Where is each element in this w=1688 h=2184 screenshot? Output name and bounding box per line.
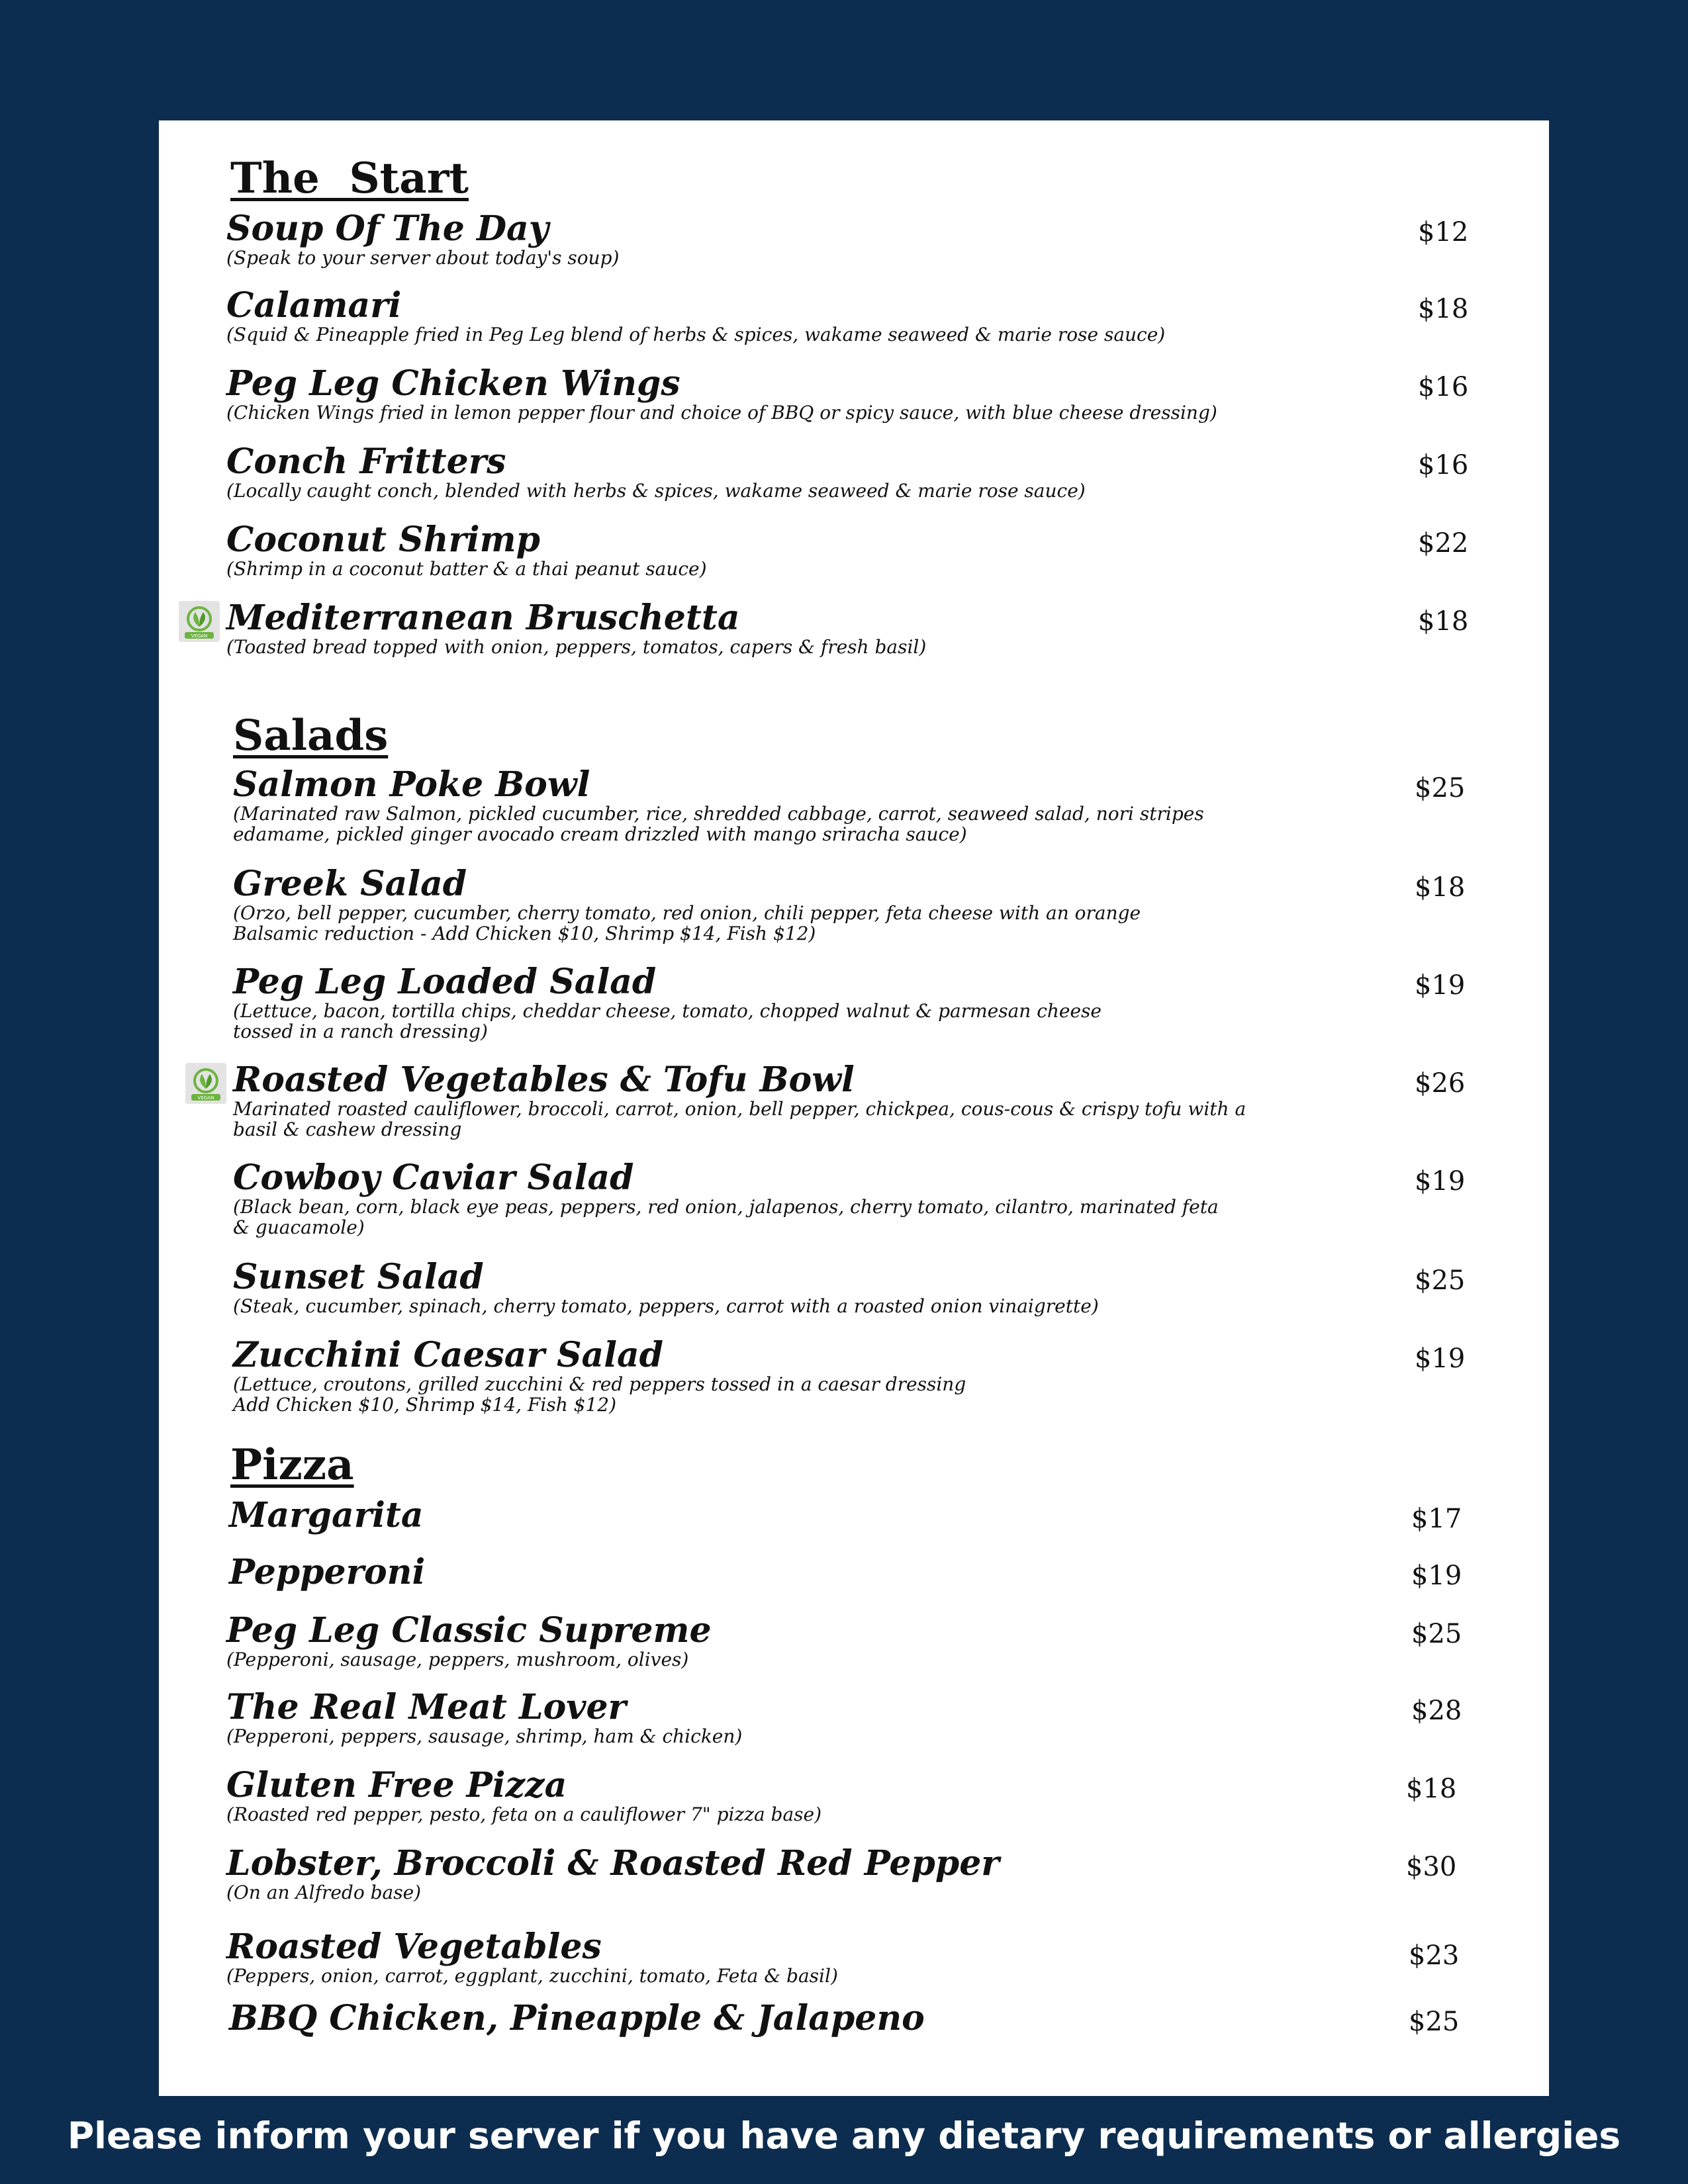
item-price: $17 (1411, 1504, 1462, 1534)
item-price: $12 (1418, 217, 1469, 248)
item-name: Mediterranean Bruschetta (226, 598, 740, 638)
menu-item (226, 1843, 1517, 1903)
item-name: Peg Leg Chicken Wings (226, 363, 680, 404)
menu-item (226, 363, 1517, 424)
item-name: The Real Meat Lover (226, 1687, 626, 1727)
item-name: Roasted Vegetables & Tofu Bowl (233, 1060, 855, 1100)
menu-item (226, 1687, 1517, 1747)
item-price: $23 (1409, 1940, 1460, 1971)
section-title-start: The Start (230, 154, 469, 203)
item-description: (Toasted bread topped with onion, peppers, tomatos, capers & fresh basil) (226, 636, 927, 658)
leaf-icon (187, 1065, 224, 1102)
item-description: (Lettuce, bacon, tortilla chips, cheddar cheese, tomato, chopped walnut & parmesan cheese tossed in a ranch dressing) (233, 1000, 1102, 1043)
item-name: Roasted Vegetables (226, 1927, 602, 1967)
menu-item (229, 1495, 1520, 1535)
item-price: $25 (1415, 1265, 1466, 1296)
item-description: (Shrimp in a coconut batter & a thai peanut sauce) (226, 558, 707, 580)
menu-item (226, 441, 1517, 502)
item-price: $26 (1415, 1068, 1466, 1099)
item-description: (Peppers, onion, carrot, eggplant, zucchini, tomato, Feta & basil) (226, 1965, 838, 1987)
item-name: Calamari (226, 285, 402, 326)
menu-item (191, 598, 1517, 658)
menu-card (159, 120, 1549, 2096)
item-name: Coconut Shrimp (226, 520, 541, 560)
item-description: (Marinated raw Salmon, pickled cucumber, rice, shredded cabbage, carrot, seaweed salad, nori stripes edamame, pickled ginger avocado cream drizzled with mango sriracha sauce) (233, 803, 1204, 846)
vegan-badge-icon (179, 601, 220, 642)
menu-item (226, 520, 1517, 580)
item-name: Conch Fritters (226, 441, 506, 482)
item-name: BBQ Chicken, Pineapple & Jalapeno (229, 1998, 925, 2038)
item-price: $25 (1411, 1619, 1462, 1649)
item-description: (Speak to your server about today's soup) (226, 247, 620, 269)
item-price: $19 (1411, 1561, 1462, 1591)
item-price: $18 (1406, 1774, 1457, 1804)
item-price: $25 (1415, 773, 1466, 803)
item-description: (Black bean, corn, black eye peas, peppers, red onion, jalapenos, cherry tomato, cilantro, marinated feta & guacamole) (233, 1196, 1219, 1239)
section-title-pizza: Pizza (230, 1440, 354, 1490)
item-price: $19 (1415, 1166, 1466, 1197)
item-price: $28 (1411, 1696, 1462, 1726)
menu-item (233, 1335, 1524, 1416)
item-price: $19 (1415, 970, 1466, 1001)
item-price: $18 (1415, 872, 1466, 903)
item-price: $25 (1409, 2007, 1460, 2037)
item-name: Peg Leg Loaded Salad (233, 962, 657, 1002)
svg-text:VEGAN: VEGAN (197, 1095, 214, 1101)
item-description: (Chicken Wings fried in lemon pepper flour and choice of BBQ or spicy sauce, with blue cheese dressing) (226, 402, 1217, 424)
item-name: Soup Of The Day (226, 208, 549, 249)
item-description: (Locally caught conch, blended with herbs & spices, wakame seaweed & marie rose sauce) (226, 480, 1086, 502)
allergy-notice: Please inform your server if you have any dietary requirements or allergies (67, 2115, 1621, 2157)
item-name: Zucchini Caesar Salad (233, 1335, 663, 1375)
vegan-badge-icon (185, 1063, 226, 1104)
item-description: (On an Alfredo base) (226, 1882, 422, 1903)
item-name: Lobster, Broccoli & Roasted Red Pepper (226, 1843, 1000, 1884)
item-price: $22 (1418, 528, 1469, 559)
menu-item (233, 1257, 1524, 1317)
item-price: $16 (1418, 450, 1469, 480)
menu-item (226, 1610, 1517, 1670)
section-title-salads: Salads (233, 711, 389, 760)
menu-item (233, 962, 1524, 1043)
item-description: (Pepperoni, peppers, sausage, shrimp, ham & chicken) (226, 1725, 743, 1747)
item-price: $30 (1406, 1852, 1457, 1882)
item-name: Gluten Free Pizza (226, 1765, 567, 1805)
item-price: $19 (1415, 1343, 1466, 1374)
menu-item (229, 1998, 1520, 2038)
menu-item (226, 285, 1517, 345)
item-description: Marinated roasted cauliflower, broccoli, carrot, onion, bell pepper, chickpea, cous-cous & crispy tofu with a basil & cashew dressing (233, 1098, 1246, 1141)
item-name: Cowboy Caviar Salad (233, 1158, 634, 1198)
menu-item (229, 1552, 1520, 1592)
item-description: (Squid & Pineapple fried in Peg Leg blend of herbs & spices, wakame seaweed & marie rose sauce) (226, 324, 1166, 345)
menu-item (233, 864, 1524, 945)
item-name: Peg Leg Classic Supreme (226, 1610, 712, 1651)
leaf-icon (181, 603, 218, 640)
item-name: Pepperoni (229, 1552, 426, 1592)
item-description: (Pepperoni, sausage, peppers, mushroom, olives) (226, 1649, 689, 1670)
item-name: Margarita (229, 1495, 424, 1535)
menu-item (226, 208, 1517, 269)
svg-text:VEGAN: VEGAN (191, 633, 208, 639)
item-price: $18 (1418, 606, 1469, 637)
item-name: Sunset Salad (233, 1257, 484, 1297)
item-description: (Steak, cucumber, spinach, cherry tomato, peppers, carrot with a roasted onion vinaigrette) (233, 1295, 1099, 1317)
menu-item (233, 764, 1524, 846)
menu-item (233, 1158, 1524, 1239)
item-name: Salmon Poke Bowl (233, 764, 590, 805)
item-price: $16 (1418, 372, 1469, 402)
item-name: Greek Salad (233, 864, 467, 904)
menu-item (197, 1060, 1524, 1141)
item-description: (Roasted red pepper, pesto, feta on a cauliflower 7" pizza base) (226, 1803, 822, 1825)
menu-item (226, 1765, 1517, 1825)
item-description: (Orzo, bell pepper, cucumber, cherry tomato, red onion, chili pepper, feta cheese with an orange Balsamic reduction - Add Chicken $10, Shrimp $14, Fish $12) (233, 902, 1141, 945)
item-price: $18 (1418, 294, 1469, 324)
menu-item (226, 1927, 1517, 1987)
item-description: (Lettuce, croutons, grilled zucchini & red peppers tossed in a caesar dressing Add Chicken $10, Shrimp $14, Fish $12) (233, 1373, 966, 1416)
